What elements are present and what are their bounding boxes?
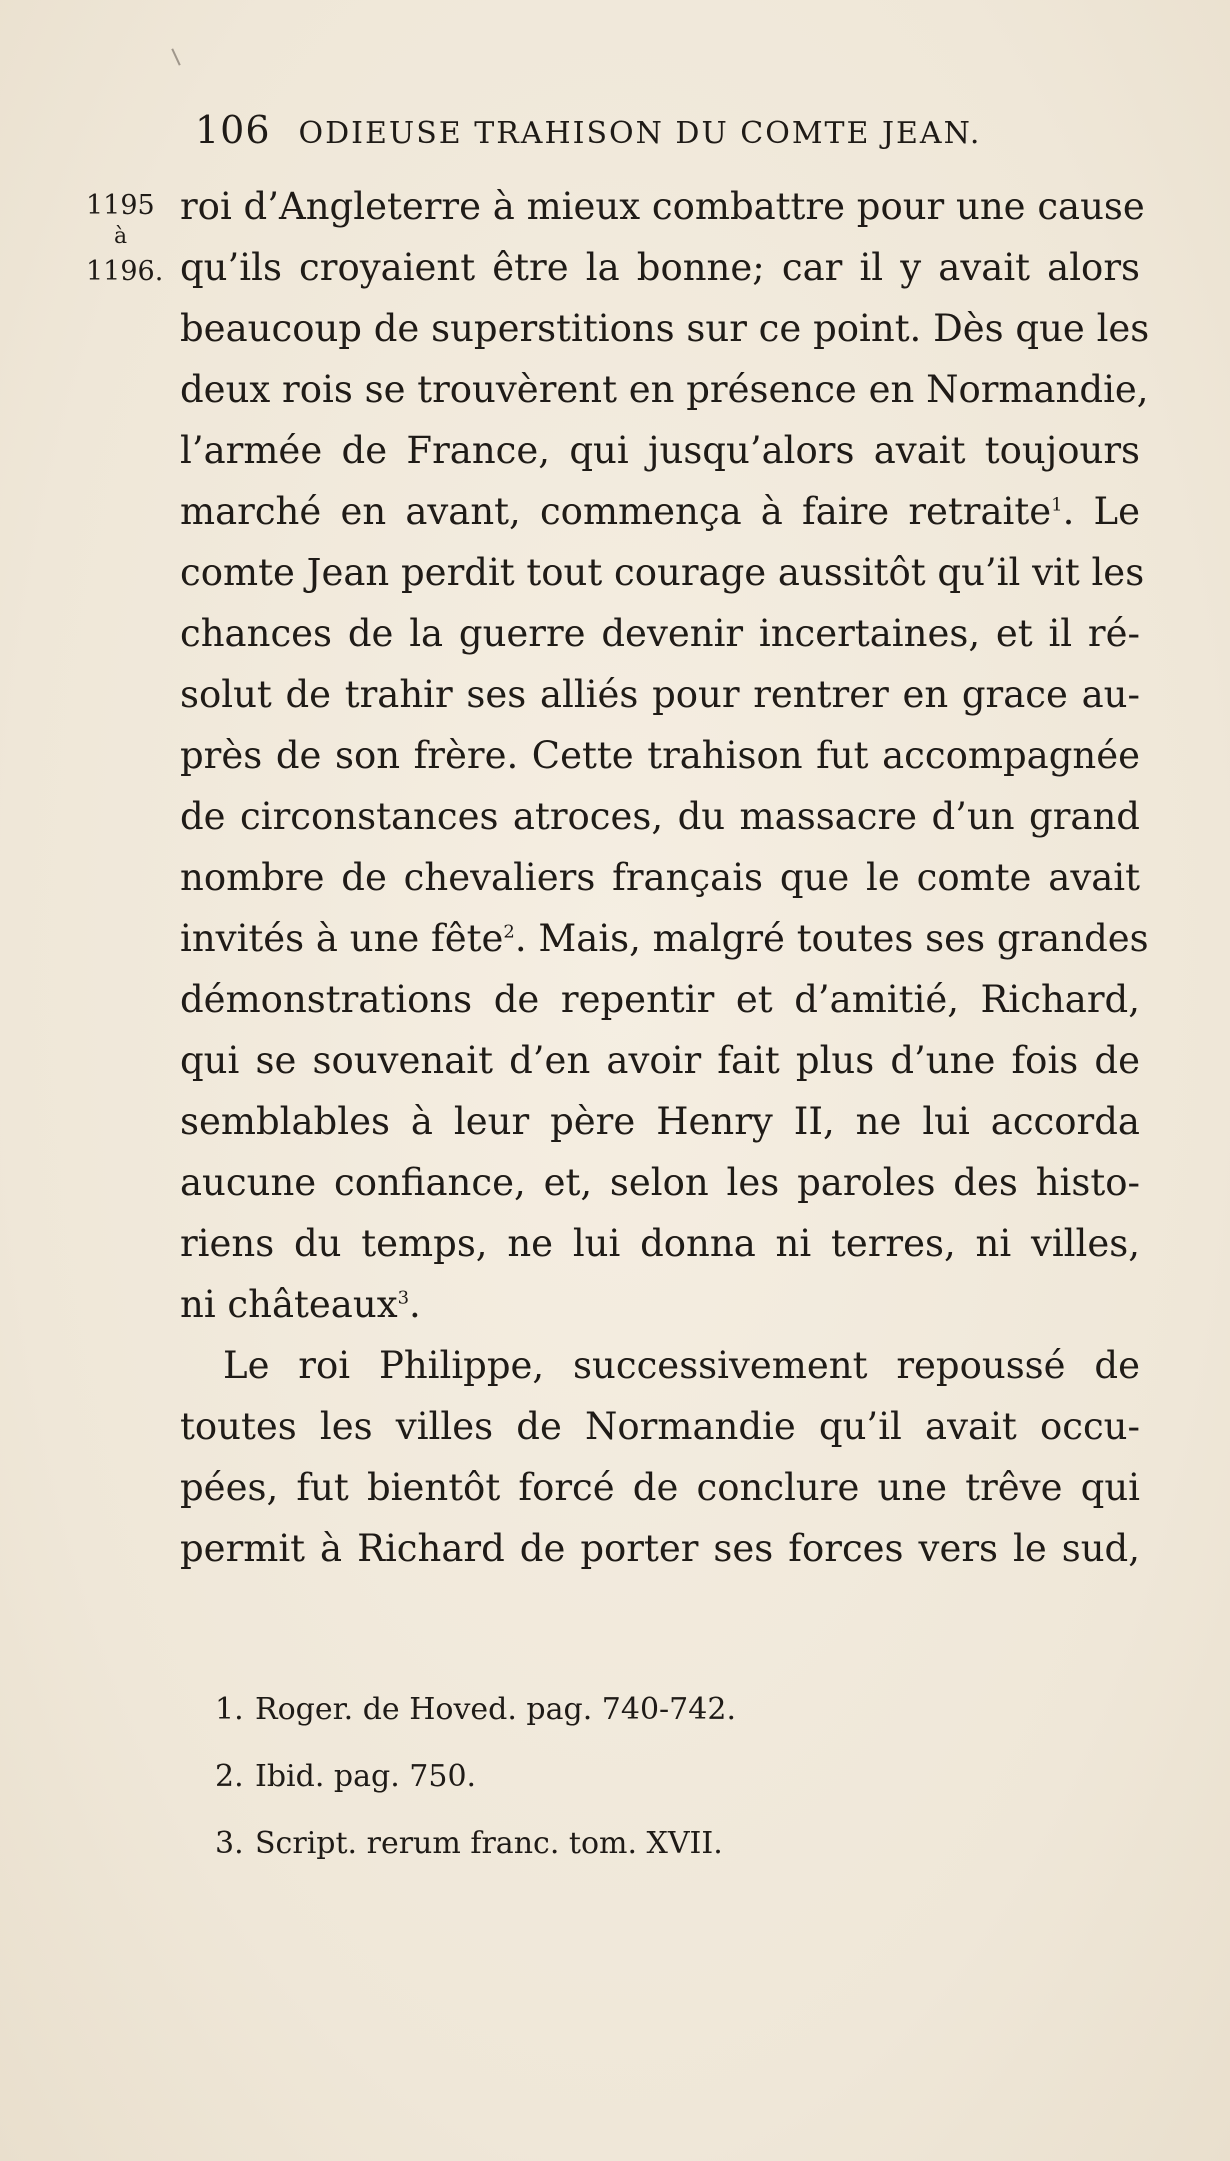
text-line: toutes les villes de Normandie qu’il avait occu-: [180, 1405, 1140, 1448]
text-line: qu’ils croyaient être la bonne; car il y avait alors: [180, 246, 1140, 289]
footnote-ref-3: 3: [397, 1287, 410, 1309]
text-line: beaucoup de superstitions sur ce point. Dès que les: [180, 307, 1150, 350]
margin-year-start: 1195: [86, 190, 155, 221]
text-line: Le roi Philippe, successivement repoussé de: [223, 1344, 1140, 1387]
text-line: de circonstances atroces, du massacre d’un grand: [180, 795, 1140, 838]
text-segment: . Le: [1062, 490, 1140, 533]
page-number: 106: [195, 108, 271, 152]
text-line: l’armée de France, qui jusqu’alors avait toujours: [180, 429, 1140, 472]
main-text: [180, 182, 1150, 1585]
text-line: solut de trahir ses alliés pour rentrer en grace au-: [180, 673, 1140, 716]
text-segment: . Mais, malgré toutes ses grandes: [514, 917, 1149, 960]
text-line: semblables à leur père Henry II, ne lui accorda: [180, 1100, 1140, 1143]
page-header: [195, 108, 1045, 158]
text-line: pées, fut bientôt forcé de conclure une trêve qui: [180, 1466, 1140, 1509]
text-line: nombre de chevaliers français que le comte avait: [180, 856, 1140, 899]
footnote-number: 3.: [215, 1826, 244, 1861]
text-segment: .: [409, 1283, 421, 1326]
text-segment: ni châteaux: [180, 1283, 398, 1326]
text-line: [180, 487, 1140, 548]
footnotes: [215, 1685, 1035, 1886]
text-line: [180, 1280, 1140, 1341]
footnote-ref-1: 1: [1051, 494, 1063, 516]
text-line: comte Jean perdit tout courage aussitôt qu’il vit les: [180, 551, 1145, 594]
text-line: près de son frère. Cette trahison fut accompagnée: [180, 734, 1140, 777]
margin-year-end: 1196.: [86, 256, 164, 287]
footnote: [215, 1685, 1035, 1752]
text-line: roi d’Angleterre à mieux combattre pour une cause: [180, 185, 1145, 228]
print-speck: [171, 48, 180, 65]
text-line: démonstrations de repentir et d’amitié, Richard,: [180, 978, 1140, 1021]
text-line: aucune confiance, et, selon les paroles des histo-: [180, 1161, 1140, 1204]
footnote: [215, 1752, 1035, 1819]
text-line: qui se souvenait d’en avoir fait plus d’une fois de: [180, 1039, 1140, 1082]
text-segment: marché en avant, commença à faire retraite: [180, 490, 1052, 533]
text-line: riens du temps, ne lui donna ni terres, ni villes,: [180, 1222, 1140, 1265]
text-line: [180, 914, 1149, 975]
margin-separator: à: [114, 224, 128, 249]
text-line: chances de la guerre devenir incertaines, et il ré-: [180, 612, 1140, 655]
text-line: permit à Richard de porter ses forces vers le sud,: [180, 1527, 1140, 1570]
footnote-number: 1.: [215, 1692, 244, 1727]
footnote-ref-2: 2: [503, 921, 515, 943]
text-line: deux rois se trouvèrent en présence en Normandie,: [180, 368, 1149, 411]
footnote: [215, 1819, 1035, 1886]
footnote-text: Ibid. pag. 750.: [255, 1759, 477, 1794]
footnote-text: Roger. de Hoved. pag. 740-742.: [255, 1692, 736, 1727]
footnote-number: 2.: [215, 1759, 244, 1794]
running-title: ODIEUSE TRAHISON DU COMTE JEAN.: [298, 116, 982, 151]
text-segment: invités à une fête: [180, 917, 504, 960]
footnote-text: Script. rerum franc. tom. XVII.: [255, 1826, 723, 1861]
